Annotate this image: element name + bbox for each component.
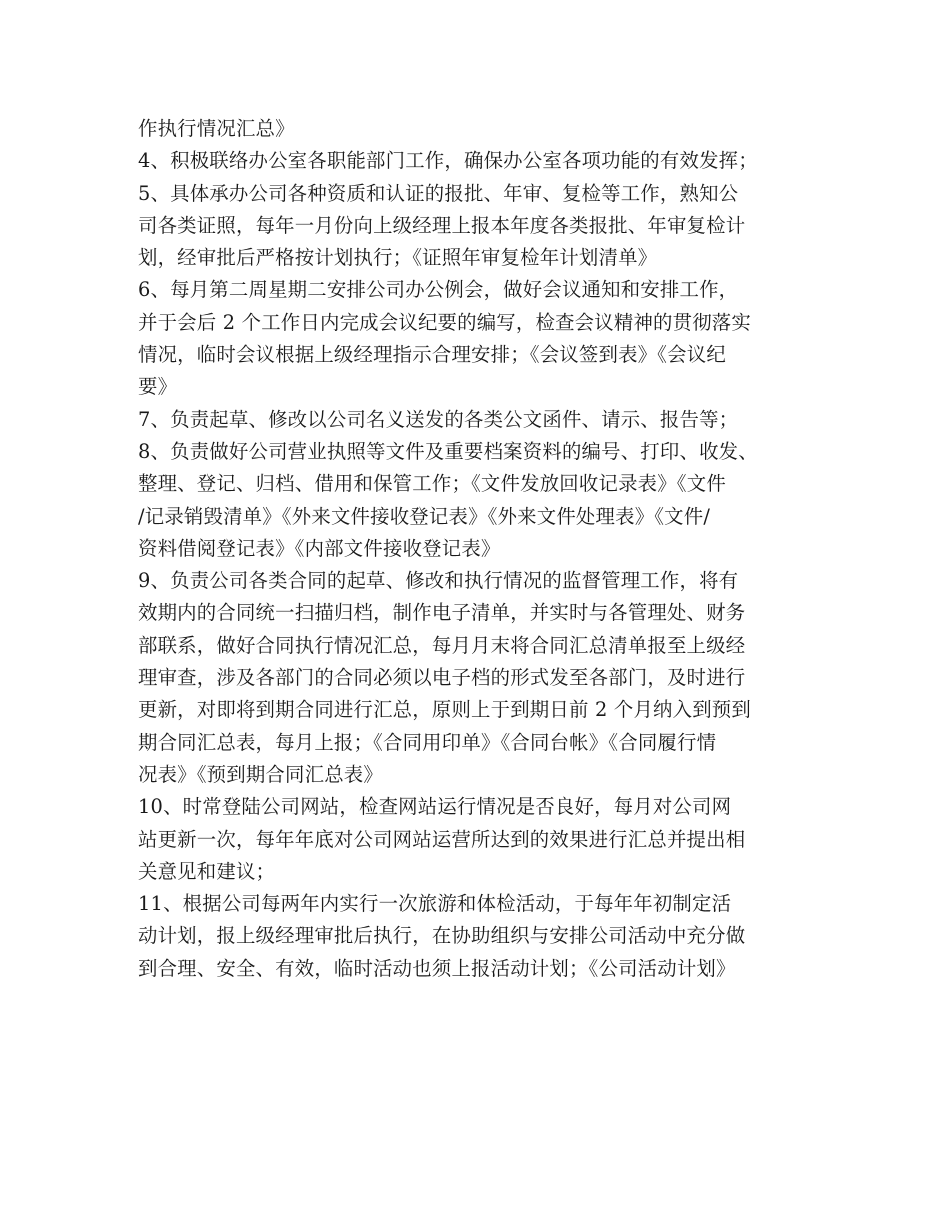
text-line: 11、根据公司每两年内实行一次旅游和体检活动，于每年年初制定活 bbox=[138, 892, 732, 916]
text-line: /记录销毁清单》《外来文件接收登记表》《外来文件处理表》《文件/ bbox=[138, 504, 711, 528]
document-body bbox=[138, 113, 828, 985]
text-line: 并于会后 2 个工作日内完成会议纪要的编写，检查会议精神的贯彻落实 bbox=[138, 310, 751, 334]
text-line: 9、负责公司各类合同的起草、修改和执行情况的监督管理工作，将有 bbox=[138, 569, 739, 593]
text-line: 理审查，涉及各部门的合同必须以电子档的形式发至各部门，及时进行 bbox=[138, 666, 746, 690]
text-line: 期合同汇总表，每月上报；《合同用印单》《合同台帐》《合同履行情 bbox=[138, 730, 717, 754]
text-line: 作执行情况汇总》 bbox=[138, 117, 295, 140]
text-line: 效期内的合同统一扫描归档，制作电子清单，并实时与各管理处、财务 bbox=[138, 601, 746, 625]
text-line: 划，经审批后严格按计划执行；《证照年审复检年计划清单》 bbox=[138, 246, 658, 270]
text-line: 整理、登记、归档、借用和保管工作；《文件发放回收记录表》《文件 bbox=[138, 472, 726, 496]
text-line: 8、负责做好公司营业执照等文件及重要档案资料的编号、打印、收发、 bbox=[138, 439, 758, 463]
text-line: 部联系，做好合同执行情况汇总，每月月末将合同汇总清单报至上级经 bbox=[138, 633, 746, 657]
text-line: 资料借阅登记表》《内部文件接收登记表》 bbox=[138, 536, 501, 560]
text-line: 6、每月第二周星期二安排公司办公例会，做好会议通知和安排工作， bbox=[138, 278, 739, 302]
text-line: 站更新一次，每年年底对公司网站运营所达到的效果进行汇总并提出相 bbox=[138, 827, 746, 851]
text-line: 况表》《预到期合同汇总表》 bbox=[138, 762, 383, 786]
text-line: 情况，临时会议根据上级经理指示合理安排；《会议签到表》《会议纪 bbox=[138, 343, 726, 367]
text-line: 更新，对即将到期合同进行汇总，原则上于到期日前 2 个月纳入到预到 bbox=[138, 698, 751, 722]
text-line: 7、负责起草、修改以公司名义送发的各类公文函件、请示、报告等； bbox=[138, 407, 739, 431]
text-line: 关意见和建议； bbox=[138, 859, 276, 883]
text-line: 4、积极联络办公室各职能部门工作，确保办公室各项功能的有效发挥； bbox=[138, 149, 758, 173]
text-line: 司各类证照，每年一月份向上级经理上报本年度各类报批、年审复检计 bbox=[138, 213, 746, 237]
text-line: 5、具体承办公司各种资质和认证的报批、年审、复检等工作，熟知公 bbox=[138, 181, 739, 205]
text-line: 到合理、安全、有效，临时活动也须上报活动计划；《公司活动计划》 bbox=[138, 956, 736, 980]
text-line: 动计划，报上级经理审批后执行，在协助组织与安排公司活动中充分做 bbox=[138, 924, 746, 948]
text-line: 10、时常登陆公司网站，检查网站运行情况是否良好，每月对公司网 bbox=[138, 795, 732, 819]
text-line: 要》 bbox=[138, 375, 178, 399]
